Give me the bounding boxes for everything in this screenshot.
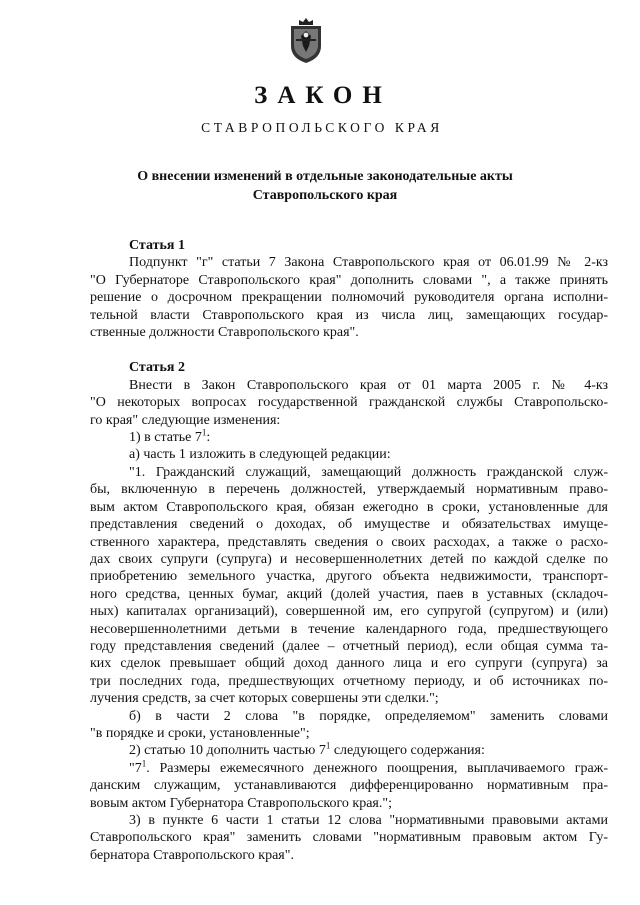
item-3-line: бернатора Ставропольского края". bbox=[90, 847, 294, 863]
quote-line: вым актом Ставропольского края, обязан ежегодно в сроки, установленные для bbox=[90, 499, 608, 515]
item-2 bbox=[90, 742, 608, 759]
superscript: 1 bbox=[325, 740, 331, 751]
text-line: Подпункт "г" статьи 7 Закона Ставропольского края от 06.01.99 № 2-кз bbox=[129, 255, 608, 271]
quote-line: дах своих супруги (супруга) и несовершеннолетних детей по каждой сделке по bbox=[90, 551, 608, 567]
quote-line: приобретению земельного участка, другого объекта недвижимости, транспорт- bbox=[90, 569, 608, 585]
quote-line: три последних года, предшествующих отчетному периоду, и об источниках по- bbox=[90, 673, 608, 689]
quote-line: "1. Гражданский служащий, замещающий должность гражданской служ- bbox=[129, 464, 608, 480]
item-2-quote-line: данским служащим, устанавливаются дифференцированно нормативным пра- bbox=[90, 778, 608, 794]
text-line: го края" следующие изменения: bbox=[90, 412, 281, 428]
quote-line: ного средства, ценных бумаг, акций (долей участия, паев в уставных (складоч- bbox=[90, 586, 608, 602]
superscript: 1 bbox=[201, 427, 207, 438]
item-3-line: Ставропольского края" заменить словами "нормативным правовым актом Гу- bbox=[90, 830, 608, 846]
item-1b-line: "в порядке и сроки, установленные"; bbox=[90, 725, 310, 741]
quote-line: представления сведений о доходах, об имуществе и обязательствах имуще- bbox=[90, 517, 608, 533]
quote-line: бы, включенную в перечень должностей, утверждаемый нормативным право- bbox=[90, 482, 608, 498]
item-3-line: 3) в пункте 6 части 1 статьи 12 слова "нормативными правовыми актами bbox=[129, 813, 608, 828]
item-1-prefix: 1) в статье 7 bbox=[129, 430, 202, 446]
text-line: решение о досрочном прекращении полномочий руководителя органа исполни- bbox=[90, 290, 608, 306]
text-line: ственные должности Ставропольского края". bbox=[90, 325, 359, 341]
quote-line: ственного характера, представлять сведения о своих расходах, а также о расхо- bbox=[90, 534, 608, 550]
quote-line: лучения средств, за счет которых совершены эти сделки."; bbox=[90, 691, 439, 707]
item-2-quote-text: . Размеры ежемесячного денежного поощрения, выплачиваемого граж- bbox=[146, 760, 608, 776]
text-line: Внести в Закон Ставропольского края от 01 марта 2005 г. № 4-кз bbox=[129, 377, 608, 393]
quote-line: году представления сведений (далее – отчетный период), если общая сумма та- bbox=[90, 638, 608, 654]
superscript: 1 bbox=[141, 758, 147, 769]
quote-line: ных) капиталах организаций), совершенной им, его супругой (супругом) и (или) bbox=[90, 604, 608, 620]
article-1-title: Статья 1 bbox=[129, 238, 185, 253]
text-line: "О Губернаторе Ставропольского края" дополнить словами ", а также принять bbox=[90, 272, 608, 288]
item-1-suffix: : bbox=[206, 430, 211, 446]
item-2-suffix: следующего содержания: bbox=[330, 743, 485, 759]
quote-line: несовершеннолетними детьми в течение календарного года, предшествующего bbox=[90, 621, 608, 637]
text-line: тельной власти Ставропольского края из числа лиц, замещающих государ- bbox=[90, 307, 608, 323]
item-1a: а) часть 1 изложить в следующей редакции: bbox=[129, 447, 391, 463]
item-1b-line: б) в части 2 слова "в порядке, определяемом" заменить словами bbox=[129, 708, 608, 724]
item-2-quote-prefix: "7 bbox=[129, 760, 142, 776]
article-2-title: Статья 2 bbox=[129, 360, 185, 376]
quote-line: ких сделок превышает общий доход данного лица и его супруги (супруга) за bbox=[90, 656, 608, 672]
article-1-text bbox=[90, 254, 608, 341]
item-1 bbox=[90, 429, 608, 446]
coat-of-arms-icon bbox=[287, 16, 325, 64]
heading-line: Ставропольского края bbox=[252, 188, 398, 203]
law-title: ЗАКОН bbox=[254, 82, 392, 109]
law-body bbox=[90, 237, 608, 864]
law-heading bbox=[100, 167, 550, 205]
heading-line: О внесении изменений в отдельные законодательные акты bbox=[137, 169, 513, 184]
article-2-text bbox=[90, 377, 608, 864]
item-2-quote-line bbox=[90, 760, 608, 777]
region-name: СТАВРОПОЛЬСКОГО КРАЯ bbox=[201, 120, 443, 135]
item-2-prefix: 2) статью 10 дополнить частью 7 bbox=[129, 743, 326, 759]
text-line: "О некоторых вопросах государственной гражданской службы Ставропольско- bbox=[90, 395, 608, 411]
item-2-quote-line: вовым актом Губернатора Ставропольского края."; bbox=[90, 795, 392, 811]
